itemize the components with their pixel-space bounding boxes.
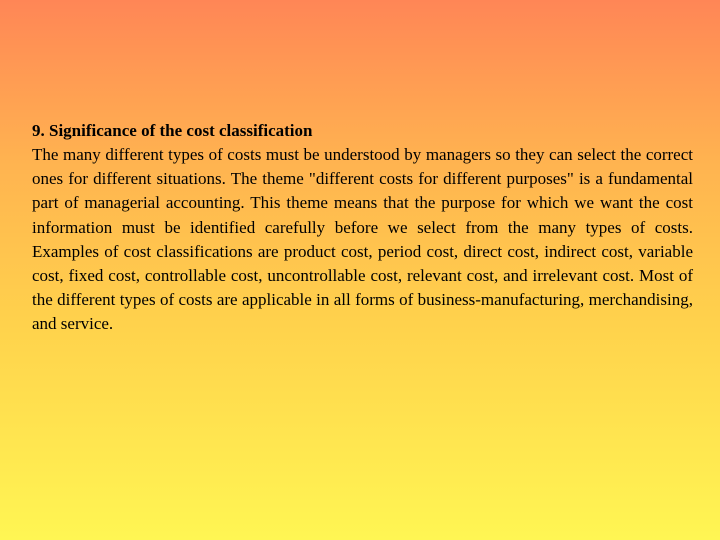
slide-content <box>32 119 693 337</box>
slide-paragraph: The many different types of costs must be understood by managers so they can select the correct ones for different situations. The theme "different costs for different purposes" is a fundamental part of managerial accounting. This theme means that the purpose for which we want the cost information must be identified carefully before we select from the many types of costs. Examples of cost classifications are product cost, period cost, direct cost, indirect cost, variable cost, fixed cost, controllable cost, uncontrollable cost, relevant cost, and irrelevant cost. Most of the different types of costs are applicable in all forms of business-manufacturing, merchandising, and service. <box>32 145 693 334</box>
slide-heading: 9. Significance of the cost classification <box>32 121 313 140</box>
